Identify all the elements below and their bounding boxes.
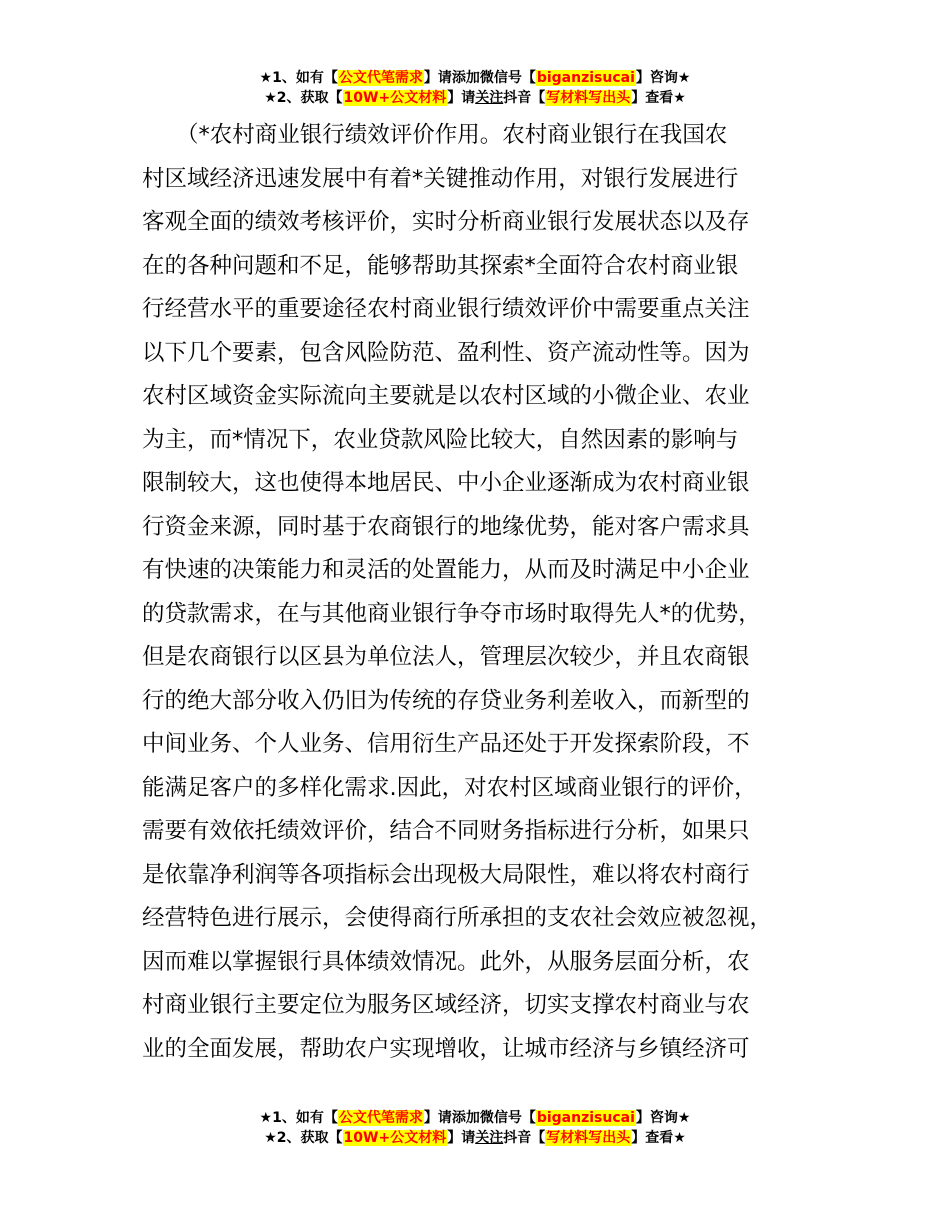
footer-line-2-highlight-2: 写材料写出头 xyxy=(546,1130,631,1146)
footer-line-1-highlight-2: biganzisucai xyxy=(536,1110,635,1126)
header-line-1-prefix: 1、如有【 xyxy=(272,70,338,86)
body-line: 客观全面的绩效考核评价，实时分析商业银行发展状态以及存 xyxy=(142,209,750,235)
header-line-1-mid: 】请添加微信号【 xyxy=(423,70,536,86)
header-line-2-suffix: 】查看★ xyxy=(631,90,686,106)
star-icon: ★ xyxy=(259,70,273,86)
body-line: 村区域经济迅速发展中有着*关键推动作用，对银行发展进行 xyxy=(142,165,739,192)
body-line: 但是农商银行以区县为单位法人，管理层次较少，并且农商银 xyxy=(142,644,750,670)
header-line-2 xyxy=(0,88,950,108)
footer-line-2-prefix: 2、获取【 xyxy=(276,1130,343,1146)
body-line: 行的绝大部分收入仍旧为传统的存贷业务利差收入，而新型的 xyxy=(142,687,750,714)
body-line: 需要有效依托绩效评价，结合不同财务指标进行分析，如果只 xyxy=(142,818,750,844)
footer-line-1-suffix: 】咨询★ xyxy=(635,1110,691,1126)
footer-line-2 xyxy=(0,1128,950,1148)
header-line-1-highlight-2: biganzisucai xyxy=(536,70,635,86)
footer-line-1-prefix: 1、如有【 xyxy=(272,1110,338,1126)
footer-line-2-suffix: 】查看★ xyxy=(631,1130,686,1146)
header-banner xyxy=(0,68,950,108)
footer-line-1-mid: 】请添加微信号【 xyxy=(423,1110,536,1126)
body-line: 业的全面发展，帮助农户实现增收，让城市经济与乡镇经济可 xyxy=(142,1035,750,1062)
star-icon: ★ xyxy=(264,1130,277,1146)
footer-line-1-highlight-1: 公文代笔需求 xyxy=(338,1110,423,1126)
header-line-1 xyxy=(0,68,950,88)
header-line-2-underlined: 关注 xyxy=(475,90,504,106)
header-line-2-highlight-1: 10W+公文材料 xyxy=(343,90,447,106)
header-line-2-highlight-2: 写材料写出头 xyxy=(546,90,631,106)
star-icon: ★ xyxy=(264,90,277,106)
body-line: 村商业银行主要定位为服务区域经济，切实支撑农村商业与农 xyxy=(142,992,750,1018)
document-body xyxy=(142,114,842,1071)
footer-line-2-mid-a: 】请 xyxy=(447,1130,476,1146)
footer-line-2-highlight-1: 10W+公文材料 xyxy=(343,1130,447,1146)
body-line: （*农村商业银行绩效评价作用。农村商业银行在我国农 xyxy=(176,122,728,148)
body-line: 为主，而*情况下，农业贷款风险比较大，自然因素的影响与 xyxy=(142,426,739,453)
header-line-1-highlight-1: 公文代笔需求 xyxy=(338,70,423,86)
header-line-2-mid-a: 】请 xyxy=(447,90,476,106)
body-line: 在的各种问题和不足，能够帮助其探索*全面符合农村商业银 xyxy=(142,252,739,279)
body-line: 以下几个要素，包含风险防范、盈利性、资产流动性等。因为 xyxy=(142,339,750,366)
star-icon: ★ xyxy=(259,1110,273,1126)
body-line: 行资金来源，同时基于农商银行的地缘优势，能对客户需求具 xyxy=(142,513,750,540)
body-line: 有快速的决策能力和灵活的处置能力，从而及时满足中小企业 xyxy=(142,557,750,583)
body-line: 农村区域资金实际流向主要就是以农村区域的小微企业、农业 xyxy=(142,383,750,409)
footer-line-2-underlined: 关注 xyxy=(475,1130,504,1146)
body-line: 行经营水平的重要途径农村商业银行绩效评价中需要重点关注 xyxy=(142,296,750,322)
body-line: 因而难以掌握银行具体绩效情况。此外，从服务层面分析，农 xyxy=(142,948,750,975)
body-line: 能满足客户的多样化需求.因此，对农村区域商业银行的评价， xyxy=(142,774,757,801)
footer-line-2-mid-b: 抖音【 xyxy=(503,1130,546,1146)
header-line-1-suffix: 】咨询★ xyxy=(635,70,691,86)
header-line-2-prefix: 2、获取【 xyxy=(276,90,343,106)
footer-banner xyxy=(0,1108,950,1148)
body-line: 是依靠净利润等各项指标会出现极大局限性，难以将农村商行 xyxy=(142,861,750,888)
footer-line-1 xyxy=(0,1108,950,1128)
body-line: 经营特色进行展示，会使得商行所承担的支农社会效应被忽视， xyxy=(142,905,773,931)
body-line: 的贷款需求，在与其他商业银行争夺市场时取得先人*的优势， xyxy=(142,600,761,627)
body-line: 限制较大，这也使得本地居民、中小企业逐渐成为农村商业银 xyxy=(142,470,750,496)
body-line: 中间业务、个人业务、信用衍生产品还处于开发探索阶段，不 xyxy=(142,731,750,757)
header-line-2-mid-b: 抖音【 xyxy=(503,90,546,106)
